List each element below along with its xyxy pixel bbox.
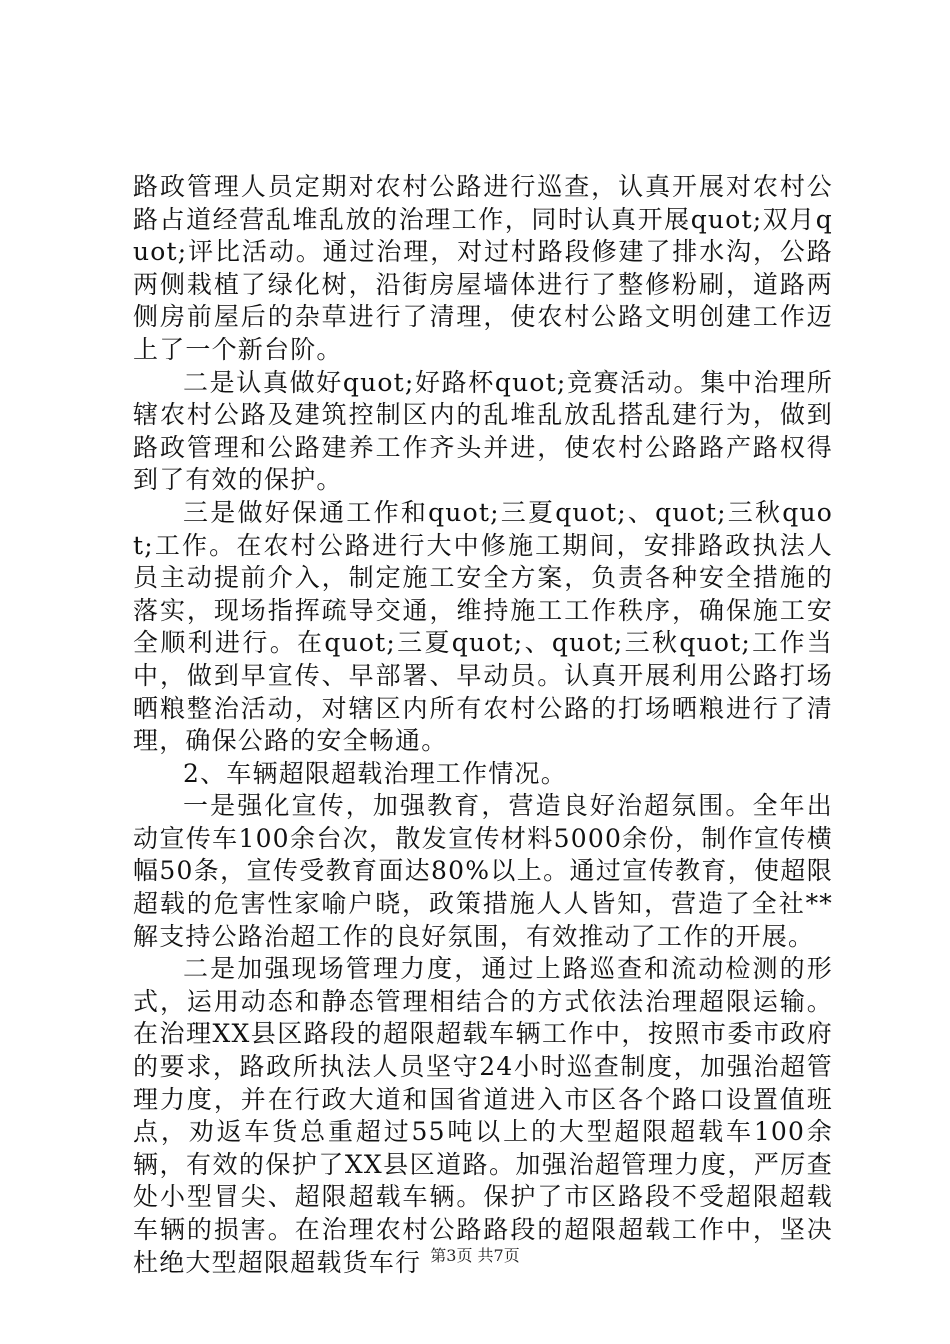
body-text [133,171,833,1279]
paragraph-3: 三是做好保通工作和quot;三夏quot;、quot;三秋quot;工作。在农村公路进行大中修施工期间，安排路政执法人员主动提前介入，制定施工安全方案，负责各种安全措施的落实，现场指挥疏导交通，维持施工工作秩序，确保施工安全顺利进行。在quot;三夏quot;、quot;三秋quot;工作当中，做到早宣传、早部署、早动员。认真开展利用公路打场晒粮整治活动，对辖区内所有农村公路的打场晒粮进行了清理，确保公路的安全畅通。 [133,497,833,756]
page-footer: 第3页 共7页 [430,1246,520,1265]
paragraph-5: 二是加强现场管理力度，通过上路巡查和流动检测的形式，运用动态和静态管理相结合的方式依法治理超限运输。在治理XX县区路段的超限超载车辆工作中，按照市委市政府的要求，路政所执法人员坚守24小时巡查制度，加强治超管理力度，并在行政大道和国省道进入市区各个路口设置值班点，劝返车货总重超过55吨以上的大型超限超载车100余辆，有效的保护了XX县区道路。加强治超管理力度，严厉查处小型冒尖、超限超载车辆。保护了市区路段不受超限超载车辆的损害。在治理农村公路路段的超限超载工作中，坚决杜绝大型超限超载货车行 [133,954,833,1277]
paragraph-4: 一是强化宣传，加强教育，营造良好治超氛围。全年出动宣传车100余台次，散发宣传材料5000余份，制作宣传横幅50条，宣传受教育面达80%以上。通过宣传教育，使超限超载的危害性家喻户晓，政策措施人人皆知，营造了全社**解支持公路治超工作的良好氛围，有效推动了工作的开展。 [133,791,833,951]
paragraph-1: 路政管理人员定期对农村公路进行巡查，认真开展对农村公路占道经营乱堆乱放的治理工作，同时认真开展quot;双月quot;评比活动。通过治理，对过村路段修建了排水沟，公路两侧栽植了绿化树，沿街房屋墙体进行了整修粉刷，道路两侧房前屋后的杂草进行了清理，使农村公路文明创建工作迈上了一个新台阶。 [133,172,833,364]
section-heading: 2、车辆超限超载治理工作情况。 [183,758,567,788]
paragraph-2: 二是认真做好quot;好路杯quot;竞赛活动。集中治理所辖农村公路及建筑控制区内的乱堆乱放乱搭乱建行为，做到路政管理和公路建养工作齐头并进，使农村公路路产路权得到了有效的保护。 [133,367,833,495]
